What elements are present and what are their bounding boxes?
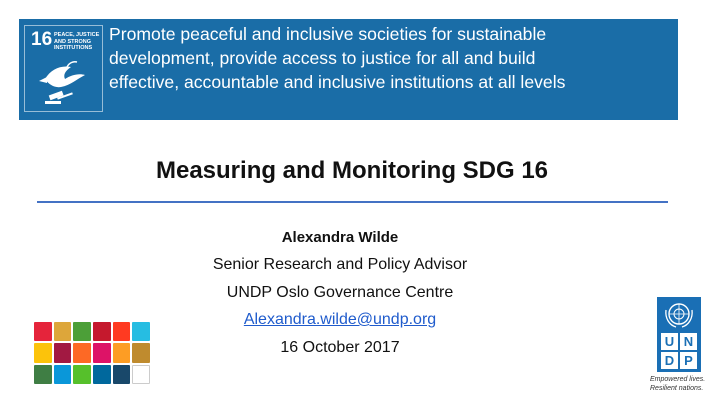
undp-tagline [650,376,714,393]
undp-letter: D [661,352,678,369]
banner-line: development, provide access to justice for all and build [109,48,536,68]
sdg-goal-tile [93,343,111,362]
dove-gavel-icon [31,57,91,105]
sdg-goal-tile [93,322,111,341]
undp-letter: U [661,333,678,350]
presenter-role: Senior Research and Policy Advisor [212,256,468,273]
sdg-goal-tile [34,365,52,384]
sdg-goal-tile [73,365,91,384]
sdg-goal-tile [34,343,52,362]
undp-letter: N [680,333,697,350]
sdg-goal-tile [54,365,72,384]
banner-line: effective, accountable and inclusive institutions at all levels [109,72,566,92]
sdg-goal-tile [34,322,52,341]
tagline-line: Resilient nations. [650,384,704,392]
sdg-goal-tile [113,343,131,362]
slide-title: Measuring and Monitoring SDG 16 [155,157,549,184]
banner-line: Promote peaceful and inclusive societies for sustainable [109,24,547,44]
sdg-goal-tile [132,365,150,384]
sdg-goal-tile [113,365,131,384]
sdg-goals-grid-icon [34,322,150,384]
tagline-line: Empowered lives. [650,376,706,383]
presenter-organization: UNDP Oslo Governance Centre [226,284,454,301]
sdg-number: 16 [31,29,53,50]
sdg-goal-tile [113,322,131,341]
presenter-email-link[interactable]: Alexandra.wilde@undp.org [243,311,437,328]
un-emblem-icon [661,300,697,330]
presenter-name: Alexandra Wilde [281,229,399,246]
sdg-goal-name: PEACE, JUSTICE AND STRONG INSTITUTIONS [54,32,100,51]
undp-letter: P [680,352,697,369]
undp-logo [657,297,701,372]
sdg-goal-tile [73,343,91,362]
title-divider [37,201,668,203]
banner-goal-description [109,22,674,94]
sdg-goal-tile [54,322,72,341]
sdg-goal-tile [132,343,150,362]
sdg-goal-tile [73,322,91,341]
sdg-goal-tile [54,343,72,362]
sdg16-goal-icon [24,25,103,112]
presentation-date: 16 October 2017 [280,339,400,356]
sdg-goal-tile [132,322,150,341]
undp-letter-grid [661,333,697,369]
sdg-goal-tile [93,365,111,384]
